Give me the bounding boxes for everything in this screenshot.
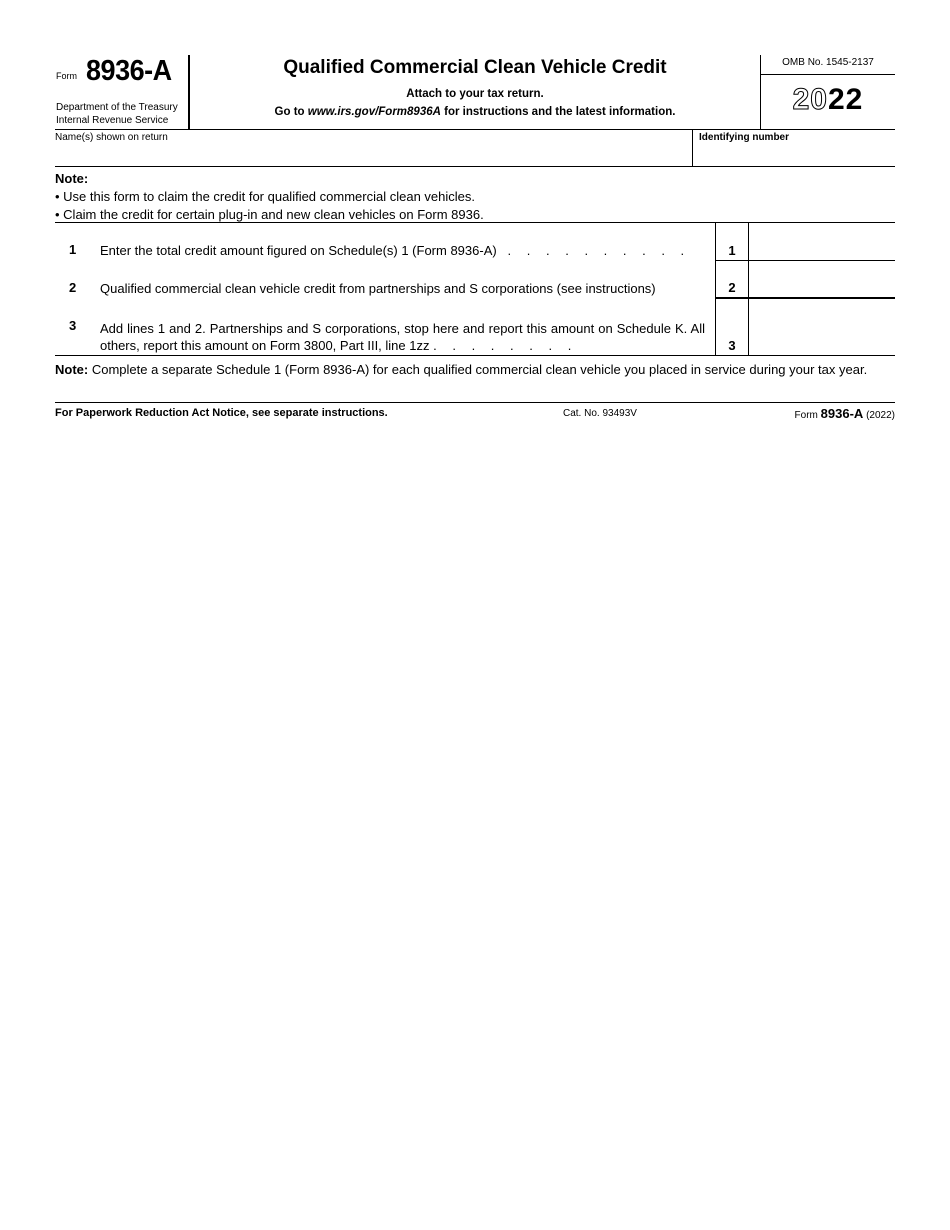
line-text: Enter the total credit amount figured on Schedule(s) 1 (Form 8936-A) . . . . . . . . . . [100,243,691,258]
paperwork-notice: For Paperwork Reduction Act Notice, see separate instructions. [55,407,388,419]
note-bullet-1: • Use this form to claim the credit for qualified commercial clean vehicles. [55,189,475,204]
line-2 [55,261,895,299]
name-row [55,130,895,167]
omb-number: OMB No. 1545-2137 [761,55,895,75]
line-box: 2 [715,261,749,299]
credit-lines [55,223,895,356]
attach-instruction: Attach to your tax return. [406,88,544,100]
line-number: 3 [69,318,77,333]
department [56,101,178,127]
irs-url-link[interactable]: www.irs.gov/Form8936A [307,106,441,118]
line-3-amount-input[interactable] [749,299,895,355]
form-footer [55,403,895,423]
note-top [55,167,895,223]
line-2-amount-input[interactable] [749,261,895,299]
form-word: Form [56,71,77,81]
note-bottom [55,356,895,403]
form-header [55,55,895,130]
identifying-number-field[interactable] [693,130,895,167]
goto-prefix: Go to [274,106,305,118]
form-id-block [55,55,190,130]
line-box: 3 [715,299,749,355]
line-number: 1 [69,242,77,257]
line-text: Add lines 1 and 2. Partnerships and S corporations, stop here and report this amount on Schedule K. All others, report this amount on Form 3800, Part III, line 1zz . . . . . . . . [100,321,705,353]
tax-form [55,55,895,423]
line-3 [55,299,895,355]
line-number: 2 [69,280,77,295]
form-number: 8936-A [86,55,172,87]
dept-line-1: Department of the Treasury [56,102,178,113]
year-bold: 22 [828,83,864,116]
omb-year-block [760,55,895,130]
tax-year [761,75,895,125]
catalog-number: Cat. No. 93493V [563,408,637,419]
form-title: Qualified Commercial Clean Vehicle Credit [283,57,667,78]
note-bullet-2: • Claim the credit for certain plug-in and new clean vehicles on Form 8936. [55,207,484,222]
name-field[interactable] [55,130,693,167]
note-bottom-text: Complete a separate Schedule 1 (Form 8936-A) for each qualified commercial clean vehicle you placed in service during your tax year. [91,362,868,377]
line-text: Qualified commercial clean vehicle credit from partnerships and S corporations (see instructions) [100,281,656,296]
year-outline: 20 [792,83,828,116]
goto-suffix: for instructions and the latest information. [444,106,676,118]
goto-instruction [190,105,760,119]
note-label: Note: [55,171,89,186]
line-1 [55,223,895,261]
identifying-number-label: Identifying number [699,132,789,143]
dept-line-2: Internal Revenue Service [56,115,169,126]
title-block [190,55,760,130]
note-bottom-label: Note: [55,362,89,377]
footer-form-id: Form 8936-A (2022) [794,406,895,421]
line-1-amount-input[interactable] [749,223,895,261]
name-label: Name(s) shown on return [55,132,168,143]
line-box: 1 [715,223,749,261]
